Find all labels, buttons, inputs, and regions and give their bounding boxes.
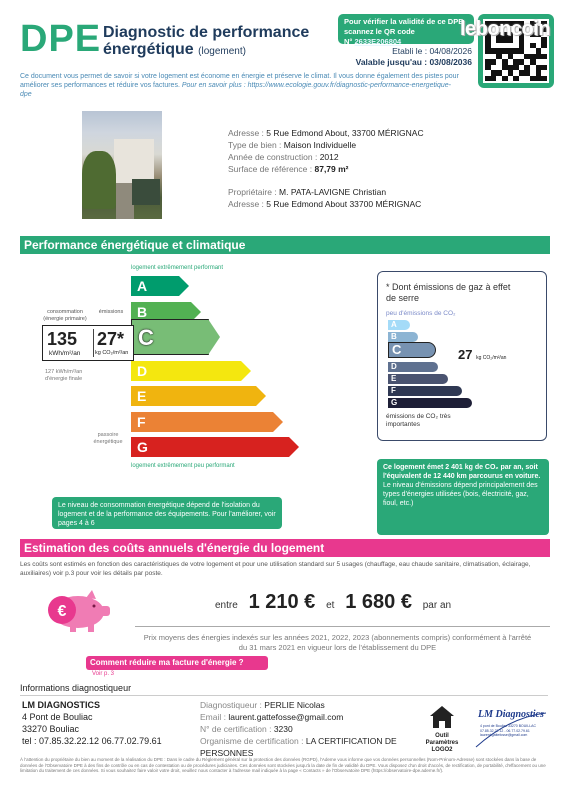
verify-box: Pour vérifier la validité de ce DPE, scannez le QR code N° 2633E206804 [338,14,474,44]
costs-title-text: Estimation des coûts annuels d'énergie du logement [24,541,325,555]
house-icon [428,704,456,730]
property-info [228,127,424,175]
scale-bottom-label: logement extrêmement peu performant [131,463,235,469]
type-value: Maison Individuelle [283,140,357,150]
surface-label: Surface de référence : [228,164,313,174]
diagnostician-info [200,699,415,759]
divider [135,626,550,627]
ges-class-b: B [388,332,418,342]
ges-value [458,347,506,362]
cost-per-year: par an [422,600,452,611]
scale-top-label: logement extrêmement performant [131,265,224,271]
costs-section-title [20,539,550,557]
company-info [22,699,162,747]
type-label: Type de bien : [228,140,282,150]
energy-note: Le niveau de consommation énergétique dépend de l'isolation du logement et de la performance des équipements. Pour l'améliorer, voir pages 4 à 6 [52,497,282,529]
owner-value: M. PATA-LAVIGNE Christian [279,187,387,197]
ges-class-a: A [388,320,410,330]
page-title [103,24,333,60]
owner-address-label: Adresse : [228,199,264,209]
svg-text:€: € [57,603,67,620]
company-name: LM DIAGNOSTICS [22,700,100,710]
intro-link[interactable]: Pour en savoir plus : https://www.ecologie.gouv.fr/diagnostic-performance-energetique-dpe [20,82,451,98]
energy-value-box [42,325,134,361]
email-label: Email : [200,712,226,722]
ges-value-unit: kg CO₂/m²/an [476,355,507,361]
energy-class-g: G [131,437,289,457]
logo-title: LM Diagnostics [478,709,544,720]
ges-class-e: E [388,374,448,384]
performance-section-title [20,236,550,254]
ges-value-small: 27* [97,329,125,349]
cost-note: Prix moyens des énergies indexés sur les années 2021, 2022, 2023 (abonnements compris) conformément à l'arrêté du 31 mars 2021 en vigueur lors de l'établissement du DPE [143,633,532,652]
ges-class-g: G [388,398,472,408]
year-value: 2012 [319,152,339,162]
ges-value-number: 27 [458,347,473,362]
performance-title-text: Performance énergétique et climatique [24,238,246,252]
year-label: Année de construction : [228,152,318,162]
energy-class-e: E [131,386,256,406]
intro-body: Ce document vous permet de savoir si votre logement est économe en énergie et préserve le climat. Il vous donne également des pistes pour améliorer ses performances et réduire vos factures. [20,73,459,89]
logo-sub: 4 pont de Bouliac 33270 BOUILLAC 07.85.32.22.12 - 06.77.02.79.61 laurent.gattefosse@gmail.com [480,724,537,737]
address-value: 5 Rue Edmond About, 33700 MÉRIGNAC [266,128,424,138]
ges-note-bold: Ce logement émet 2 401 kg de CO₂ par an, soit l'équivalent de 12 440 km parcourus en voiture. [383,464,541,480]
title-text: Diagnostic de performance énergétique [103,24,310,58]
cost-between: entre [215,600,238,611]
piggy-bank-icon [40,586,130,632]
reduce-bill-button[interactable]: Comment réduire ma facture d'énergie ? [86,656,268,670]
energy-class-c: C [131,319,209,355]
cert-value: 3230 [273,724,293,734]
ges-class-c: C [388,342,436,358]
dpe-number-link[interactable]: 2633E206804 [354,37,402,46]
ges-class-d: D [388,362,438,372]
consum-label: consommation (énergie primaire) [43,309,87,322]
dpe-logo: DPE [20,18,102,60]
company-phone: tel : 07.85.32.22.12 06.77.02.79.61 [22,736,162,746]
owner-label: Propriétaire : [228,187,277,197]
logo-swoosh-icon [470,707,548,751]
emissions-label: émissions [98,309,124,315]
energy-unit: kWh/m²/an [49,350,81,357]
footer-legal: À l'attention du propriétaire du bien au moment de la réalisation du DPE : Dans le cadre du Règlement général sur la protection des données (RGPD), l'Ademe vous informe que vos données personnelles (Nom-Prénom-Adresse) sont stockées dans la base de données de l'Observatoire DPE à des fins de contrôle ou en cas de contestation ou de procédures judiciaires. Ces données sont stockées jusqu'à la date de fin de validité du DPE. Vous disposez d'un droit d'accès, de rectification, de portabilité, d'effacement ou une limitation du traitement de ces données. Si vous souhaitez faire valoir votre droit, veuillez nous contacter à l'adresse mail indiquée à la page « Contacts » de l'Observatoire DPE (https://observatoire-dpe.ademe.fr/). [20,757,546,773]
name-label: Diagnostiqueur : [200,700,262,710]
cost-max: 1 680 € [345,591,412,613]
ges-high-label: émissions de CO₂ très importantes [386,413,451,428]
title-sub: (logement) [198,46,246,57]
costs-description: Les coûts sont estimés en fonction des caractéristiques de votre logement et pour une utilisation standard sur 5 usages (chauffage, eau chaude sanitaire, climatisation, éclairage, auxiliaires) voir p.3 pour voir les détails par poste. [20,561,531,577]
ges-low-label: peu d'émissions de CO₂ [386,310,456,317]
reduce-bill-sub: Voir p. 3 [92,671,115,677]
energy-class-f: F [131,412,273,432]
watermark: leboncoin [460,18,550,40]
ges-note [377,459,549,535]
diagnostician-title: Informations diagnostiqueur [20,683,132,693]
company-city: 33270 Bouliac [22,724,80,734]
ges-note-text: Le niveau d'émissions dépend principalement des types d'énergies utilisées (bois, électricité, gaz, fioul, etc.) [383,482,538,507]
cost-range [215,591,451,614]
tool-label: Outil Paramètres LOGO2 [425,733,459,753]
house-photo [82,111,162,219]
ges-unit-small: kg CO₂/m²/an [95,350,129,356]
verify-label: Pour vérifier la validité de ce DPE, scannez le QR code [344,17,466,36]
cost-min: 1 210 € [248,591,316,613]
valid-until-date: Valable jusqu'au : 03/08/2036 [355,57,472,67]
cert-label: N° de certification : [200,724,272,734]
org-label: Organisme de certification : [200,736,304,746]
energy-class-d: D [131,361,241,381]
dpe-dates [330,46,472,68]
surface-value: 87,79 m² [314,164,349,174]
owner-info [228,186,421,210]
company-logo [470,707,548,751]
energy-class-a: A [131,276,179,296]
intro-text [20,72,460,99]
final-energy-label: 127 kWh/m²/an d'énergie finale [45,369,83,382]
energy-value: 135 [47,329,78,349]
divider [20,695,548,696]
address-label: Adresse : [228,128,264,138]
ges-box [377,271,547,441]
ges-title: * Dont émissions de gaz à effet de serre [386,282,511,303]
name-value: PERLIE Nicolas [264,700,325,710]
email-value[interactable]: laurent.gattefosse@gmail.com [228,712,344,722]
company-street: 4 Pont de Bouliac [22,712,93,722]
ges-class-f: F [388,386,462,396]
cost-and: et [326,600,335,611]
issued-date: Etabli le : 04/08/2026 [392,46,472,56]
passoire-label: passoire énergétique [93,432,123,445]
energy-class-b: B [131,302,191,322]
owner-address-value: 5 Rue Edmond About 33700 MÉRIGNAC [266,199,422,209]
org-value: LA CERTIFICATION DE PERSONNES [200,736,397,758]
